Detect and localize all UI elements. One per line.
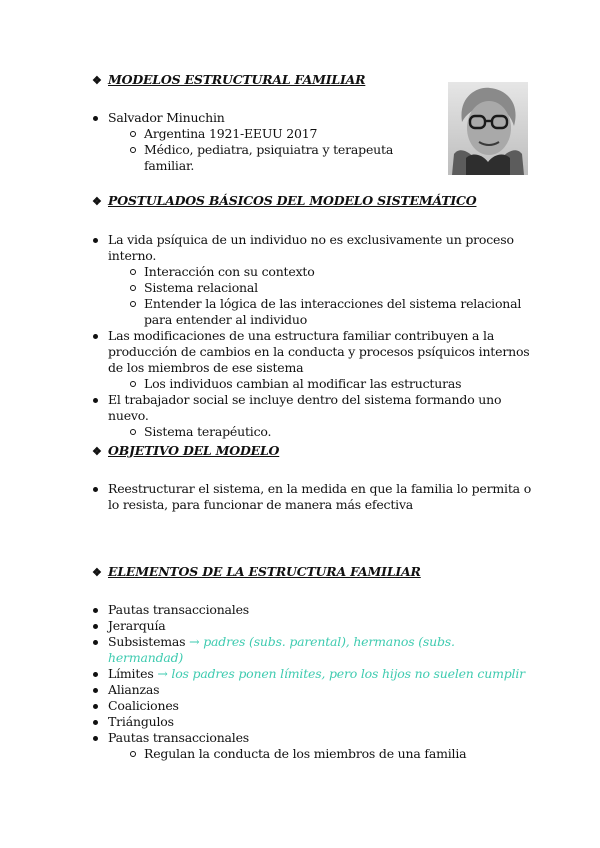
list-item: Triángulos: [92, 714, 532, 730]
list-objetivo: [92, 481, 532, 513]
diamond-bullet-icon: ❖: [92, 445, 102, 458]
list-item: Coaliciones: [92, 698, 532, 714]
list-item: Pautas transaccionales Regulan la conducta de los miembros de una familia: [92, 730, 532, 762]
list-item: Alianzas: [92, 682, 532, 698]
list-item: Subsistemas → padres (subs. parental), hermanos (subs. hermandad): [92, 634, 532, 666]
section-heading-elementos: ❖ ELEMENTOS DE LA ESTRUCTURA FAMILIAR: [92, 564, 421, 579]
list-elementos: [92, 602, 532, 730]
accent-note: → padres (subs. parental), hermanos (subs. hermandad): [108, 634, 455, 665]
list-subitem: Entender la lógica de las interacciones del sistema relacional para entender al individuo: [108, 296, 532, 328]
list-subitem: Médico, pediatra, psiquiatra y terapeuta familiar.: [108, 142, 432, 174]
list-subitem: Regulan la conducta de los miembros de una familia: [108, 746, 532, 762]
list-item: El trabajador social se incluye dentro del sistema formando uno nuevo. Sistema terapéutico.: [92, 392, 532, 440]
list-item: Límites → los padres ponen límites, pero los hijos no suelen cumplir: [92, 666, 532, 682]
list-minuchin: [92, 110, 432, 174]
diamond-bullet-icon: ❖: [92, 566, 102, 579]
list-subitem: Interacción con su contexto: [108, 264, 532, 280]
list-pautas: [92, 730, 532, 762]
list-subitem: Los individuos cambian al modificar las estructuras: [108, 376, 532, 392]
list-item: Jerarquía: [92, 618, 532, 634]
list-item: La vida psíquica de un individuo no es exclusivamente un proceso interno. Interacción con su contexto Sistema relacional Entender la lógica de las interacciones del sistema relacional para entender al individuo: [92, 232, 532, 328]
list-postulados: [92, 232, 532, 440]
list-item: Pautas transaccionales: [92, 602, 532, 618]
section-heading-modelos: ❖ MODELOS ESTRUCTURAL FAMILIAR: [92, 72, 366, 87]
diamond-bullet-icon: ❖: [92, 195, 102, 208]
diamond-bullet-icon: ❖: [92, 74, 102, 87]
list-subitem: Sistema relacional: [108, 280, 532, 296]
list-subitem: Argentina 1921-EEUU 2017: [108, 126, 432, 142]
list-item: Reestructurar el sistema, en la medida en que la familia lo permita o lo resista, para funcionar de manera más efectiva: [92, 481, 532, 513]
list-subitem: Sistema terapéutico.: [108, 424, 532, 440]
portrait-photo: [448, 82, 528, 175]
accent-note: → los padres ponen límites, pero los hijos no suelen cumplir: [157, 666, 525, 681]
list-item: Las modificaciones de una estructura familiar contribuyen a la producción de cambios en la conducta y procesos psíquicos internos de los miembros de ese sistema Los individuos cambian al modificar las estructuras: [92, 328, 532, 392]
section-heading-postulados: ❖ POSTULADOS BÁSICOS DEL MODELO SISTEMÁTICO: [92, 193, 477, 208]
section-heading-objetivo: ❖ OBJETIVO DEL MODELO: [92, 443, 280, 458]
list-item: Salvador Minuchin Argentina 1921-EEUU 2017 Médico, pediatra, psiquiatra y terapeuta familiar.: [92, 110, 432, 174]
